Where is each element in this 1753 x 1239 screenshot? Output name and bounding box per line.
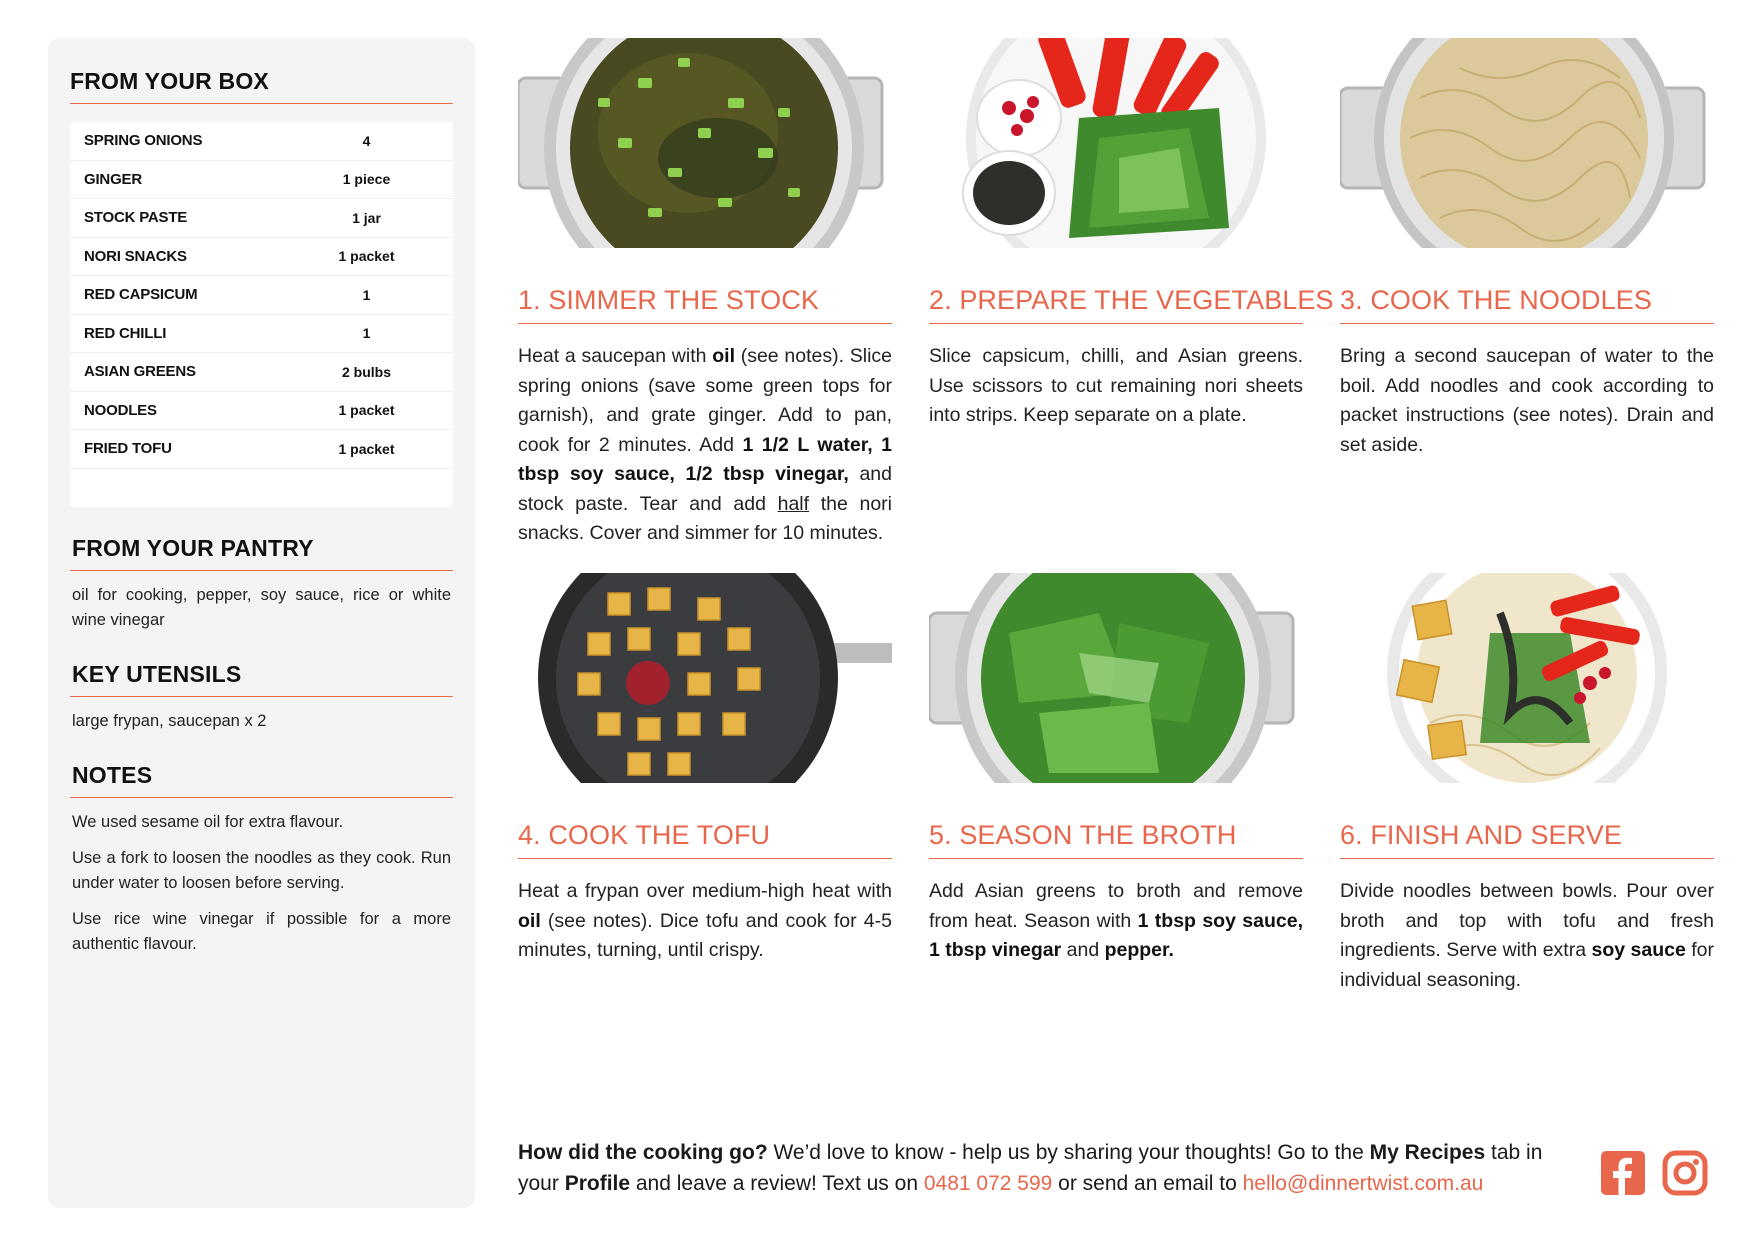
ingredient-name: STOCK PASTE	[84, 209, 188, 227]
pantry-text: oil for cooking, pepper, soy sauce, rice or white wine vinegar	[72, 585, 451, 629]
greens-in-broth-pot-image	[929, 573, 1303, 783]
ingredient-qty: 1	[362, 286, 371, 303]
note-item: We used sesame oil for extra flavour.	[72, 812, 344, 831]
ingredient-qty: 1 packet	[338, 402, 395, 419]
utensils-heading: KEY UTENSILS	[70, 661, 453, 697]
step-text: Slice capsicum, chilli, and Asian greens. Use scissors to cut remaining nori sheets into strips. Keep separate on a plate.	[929, 345, 1303, 426]
ingredient-row	[70, 276, 453, 315]
finished-noodle-bowl-image	[1340, 573, 1714, 783]
notes-section	[70, 762, 453, 957]
step-text: Heat a saucepan with oil (see notes). Slice spring onions (save some green tops for garnish), and grate ginger. Add to pan, cook for 2 minutes. Add 1 1/2 L water, 1 tbsp soy sauce, 1/2 tbsp vinegar, and stock paste. Tear and add half the nori snacks. Cover and simmer for 10 minutes.	[518, 345, 893, 544]
ingredient-row	[70, 430, 453, 469]
step-title: 6. FINISH AND SERVE	[1340, 820, 1714, 859]
ingredient-qty: 1 jar	[352, 209, 381, 226]
ingredient-name: FRIED TOFU	[84, 440, 172, 458]
ingredient-name: ASIAN GREENS	[84, 363, 196, 381]
ingredient-name: RED CAPSICUM	[84, 286, 198, 304]
step-title: 5. SEASON THE BROTH	[929, 820, 1303, 859]
ingredient-row	[70, 353, 453, 392]
step-6	[1340, 573, 1714, 995]
utensils-text: large frypan, saucepan x 2	[72, 711, 267, 730]
step-1	[518, 38, 892, 549]
step-text: Bring a second saucepan of water to the boil. Add noodles and cook according to packet instructions (see notes). Drain and set aside.	[1340, 345, 1714, 456]
ingredient-name: SPRING ONIONS	[84, 132, 203, 150]
ingredient-qty: 1 packet	[338, 248, 395, 265]
ingredients-table	[70, 122, 453, 507]
step-text: Add Asian greens to broth and remove from heat. Season with 1 tbsp soy sauce, 1 tbsp vinegar and pepper.	[929, 880, 1303, 961]
step-4	[518, 573, 892, 966]
ingredient-qty: 1 packet	[338, 440, 395, 457]
sidebar-panel	[48, 38, 475, 1208]
ingredient-qty: 4	[362, 132, 371, 149]
ingredient-name: RED CHILLI	[84, 324, 167, 342]
ingredient-row	[70, 238, 453, 277]
email-link[interactable]: hello@dinnertwist.com.au	[1242, 1172, 1484, 1195]
ingredient-row	[70, 122, 453, 161]
ingredient-row	[70, 199, 453, 238]
instagram-link[interactable]	[1662, 1150, 1708, 1196]
ingredient-empty-row	[70, 469, 453, 507]
simmering-stock-pot-image	[518, 38, 892, 248]
facebook-icon	[1600, 1150, 1646, 1196]
ingredient-row	[70, 161, 453, 200]
notes-heading: NOTES	[70, 762, 453, 798]
ingredient-name: GINGER	[84, 170, 142, 188]
noodles-in-colander-image	[1340, 38, 1714, 248]
step-text: Divide noodles between bowls. Pour over broth and top with tofu and fresh ingredients. Serve with extra soy sauce for individual seasoning.	[1340, 880, 1714, 991]
step-title: 3. COOK THE NOODLES	[1340, 285, 1714, 324]
ingredient-qty: 1 piece	[342, 171, 391, 188]
ingredient-row	[70, 392, 453, 431]
facebook-link[interactable]	[1600, 1150, 1646, 1196]
sliced-vegetables-plate-image	[929, 38, 1303, 248]
ingredient-row	[70, 315, 453, 354]
phone-link[interactable]: 0481 072 599	[923, 1172, 1053, 1195]
note-item: Use rice wine vinegar if possible for a more authentic flavour.	[72, 909, 451, 953]
step-title: 4. COOK THE TOFU	[518, 820, 892, 859]
ingredient-name: NOODLES	[84, 401, 157, 419]
ingredient-qty: 1	[362, 325, 371, 342]
pantry-section	[70, 535, 453, 633]
review-footer: How did the cooking go? We’d love to know - help us by sharing your thoughts! Go to the My Recipes tab in your Profile and leave a review! Text us on 0481 072 599 or send an email to hello@dinnertwist.com.au	[518, 1141, 1543, 1195]
utensils-section	[70, 661, 453, 734]
step-3	[1340, 38, 1714, 460]
notes-list	[70, 810, 453, 957]
ingredient-qty: 2 bulbs	[341, 363, 391, 380]
step-2	[929, 38, 1334, 431]
pantry-heading: FROM YOUR PANTRY	[70, 535, 453, 571]
instagram-icon	[1662, 1150, 1708, 1196]
step-title: 2. PREPARE THE VEGETABLES	[929, 285, 1303, 324]
step-title: 1. SIMMER THE STOCK	[518, 285, 892, 324]
step-text: Heat a frypan over medium-high heat with oil (see notes). Dice tofu and cook for 4-5 minutes, turning, until crispy.	[518, 880, 892, 961]
from-your-box-heading: FROM YOUR BOX	[70, 68, 453, 104]
ingredient-name: NORI SNACKS	[84, 247, 187, 265]
note-item: Use a fork to loosen the noodles as they cook. Run under water to loosen before serving.	[72, 848, 451, 892]
tofu-in-frypan-image	[518, 573, 892, 783]
step-5	[929, 573, 1303, 966]
